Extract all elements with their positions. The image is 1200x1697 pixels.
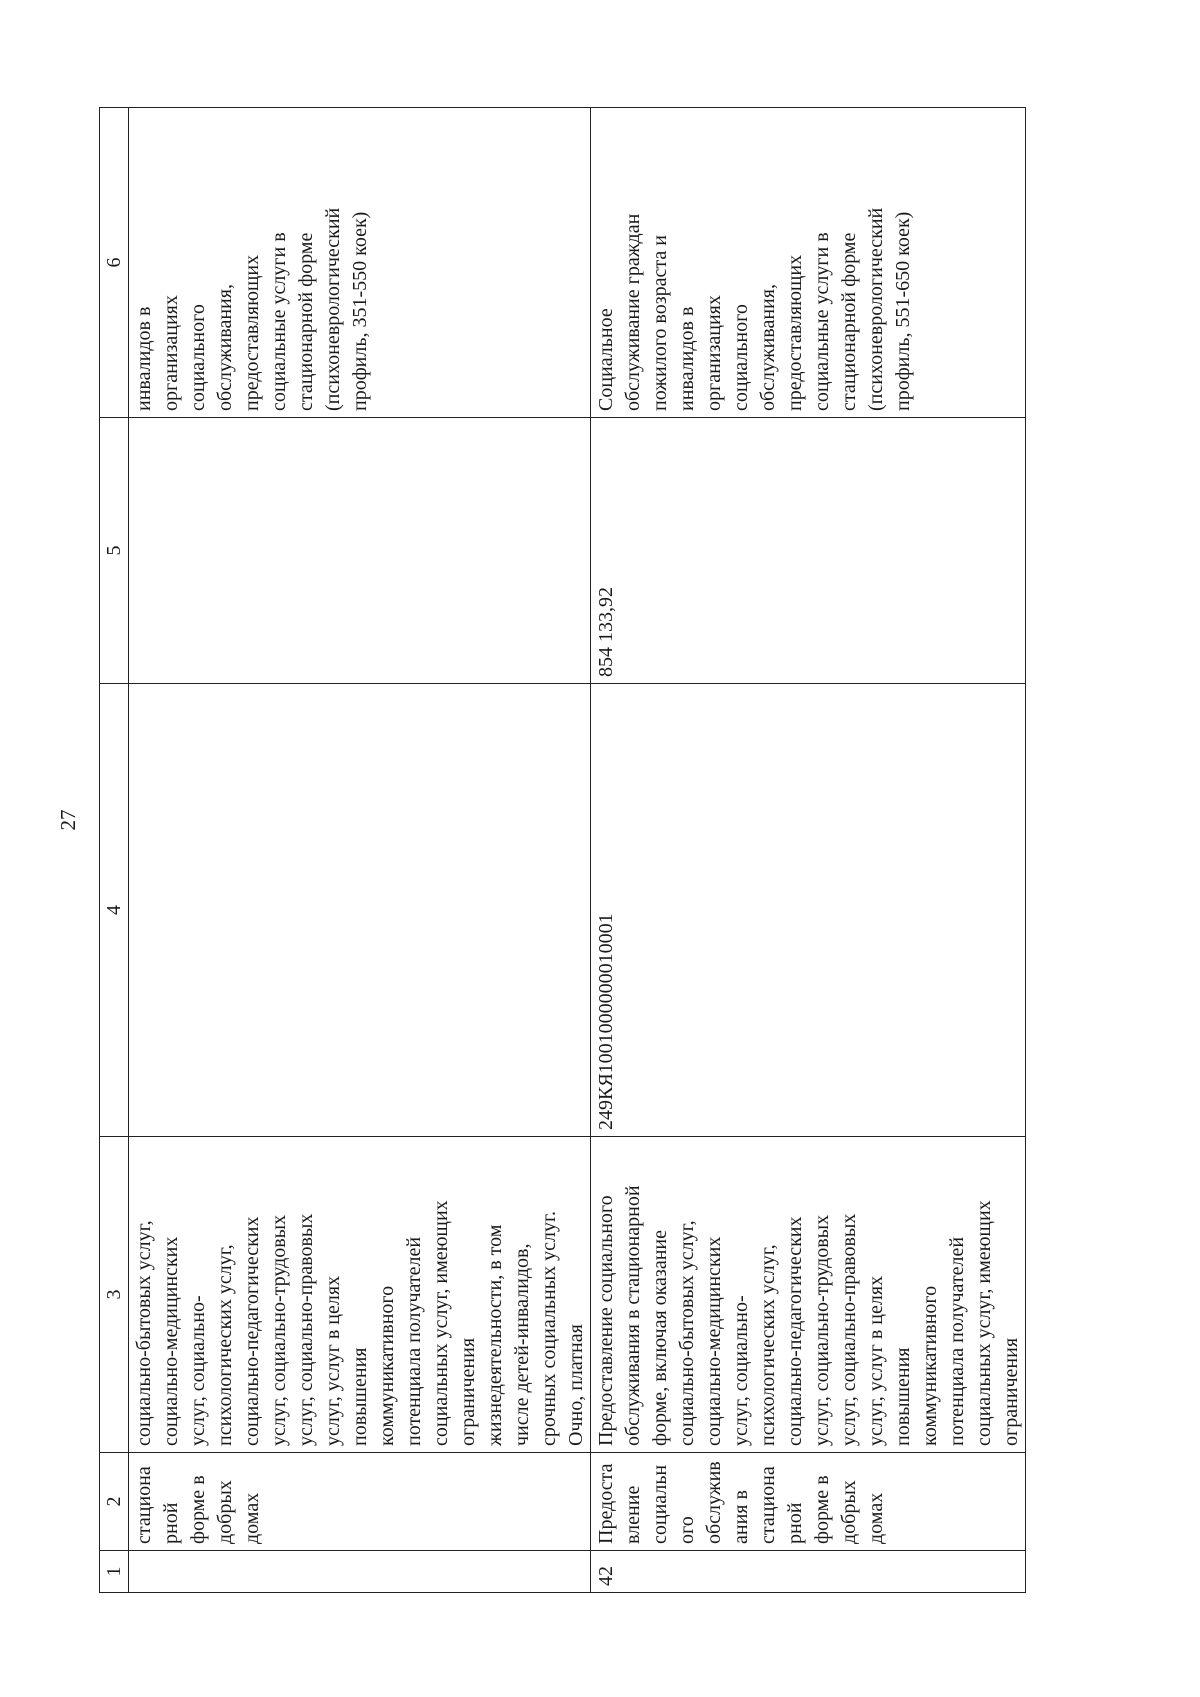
- table-header-row: [100, 108, 129, 1593]
- amount: 854 133,92: [595, 587, 617, 677]
- table-row: [129, 108, 591, 1593]
- row-number-cell: [591, 1551, 1026, 1593]
- registry-code-cell: [129, 684, 591, 1137]
- row-number: 42: [595, 1566, 617, 1586]
- amount-cell: [129, 418, 591, 684]
- service-description: социально-бытовых услуг, социально-медицинских услуг, социально- психологических услуг, социально-педагогических услуг, социально-трудовых услуг, социально-правовых услуг, услуг в целях повышения коммуникативного потенциала получателей социальных услуг, имеющих ограничения жизнедеятельности, в том числе детей-инвалидов, срочных социальных услуг. Очно, платная: [133, 1200, 587, 1446]
- header-cell-5: 5: [100, 418, 129, 684]
- table-container: [99, 108, 1022, 1593]
- service-description-cell: [129, 1137, 591, 1453]
- header-cell-3: 3: [100, 1137, 129, 1453]
- row-number-cell: [129, 1551, 591, 1593]
- page-number: 27: [56, 809, 80, 831]
- header-cell-1: 1: [100, 1551, 129, 1593]
- service-category: инвалидов в организациях социального обслуживания, предоставляющих социальные услуги в стационарной форме (психоневрологический профиль, 351-550 коек): [133, 207, 371, 411]
- service-description: Предоставление социального обслуживания в стационарной форме, включая оказание социально-бытовых услуг, социально-медицинских услуг, социально- психологических услуг, социально-педагогических услуг, социально-трудовых услуг, социально-правовых услуг, услуг в целях повышения коммуникативного потенциала получателей социальных услуг, имеющих ограничения: [595, 1185, 1022, 1446]
- service-name: Предоставление социального обслуживания в стационарной форме в добрых домах: [595, 1461, 887, 1544]
- header-cell-2: 2: [100, 1453, 129, 1551]
- registry-code-cell: [591, 684, 1026, 1137]
- table-row: [591, 108, 1026, 1593]
- header-cell-6: 6: [100, 108, 129, 418]
- service-category: Социальное обслуживание граждан пожилого возраста и инвалидов в организациях социального обслуживания, предоставляющих социальные услуги в стационарной форме (психоневрологический профиль, 551-650 коек): [595, 207, 914, 411]
- service-category-cell: [591, 108, 1026, 418]
- registry-code: 249КЯ1001000000010001: [595, 913, 617, 1130]
- services-table: [99, 107, 1026, 1593]
- service-name-cell: [591, 1453, 1026, 1551]
- service-description-cell: [591, 1137, 1026, 1453]
- service-category-cell: [129, 108, 591, 418]
- header-cell-4: 4: [100, 684, 129, 1137]
- service-name: стационарной форме в добрых домах: [133, 1466, 263, 1544]
- amount-cell: [591, 418, 1026, 684]
- service-name-cell: [129, 1453, 591, 1551]
